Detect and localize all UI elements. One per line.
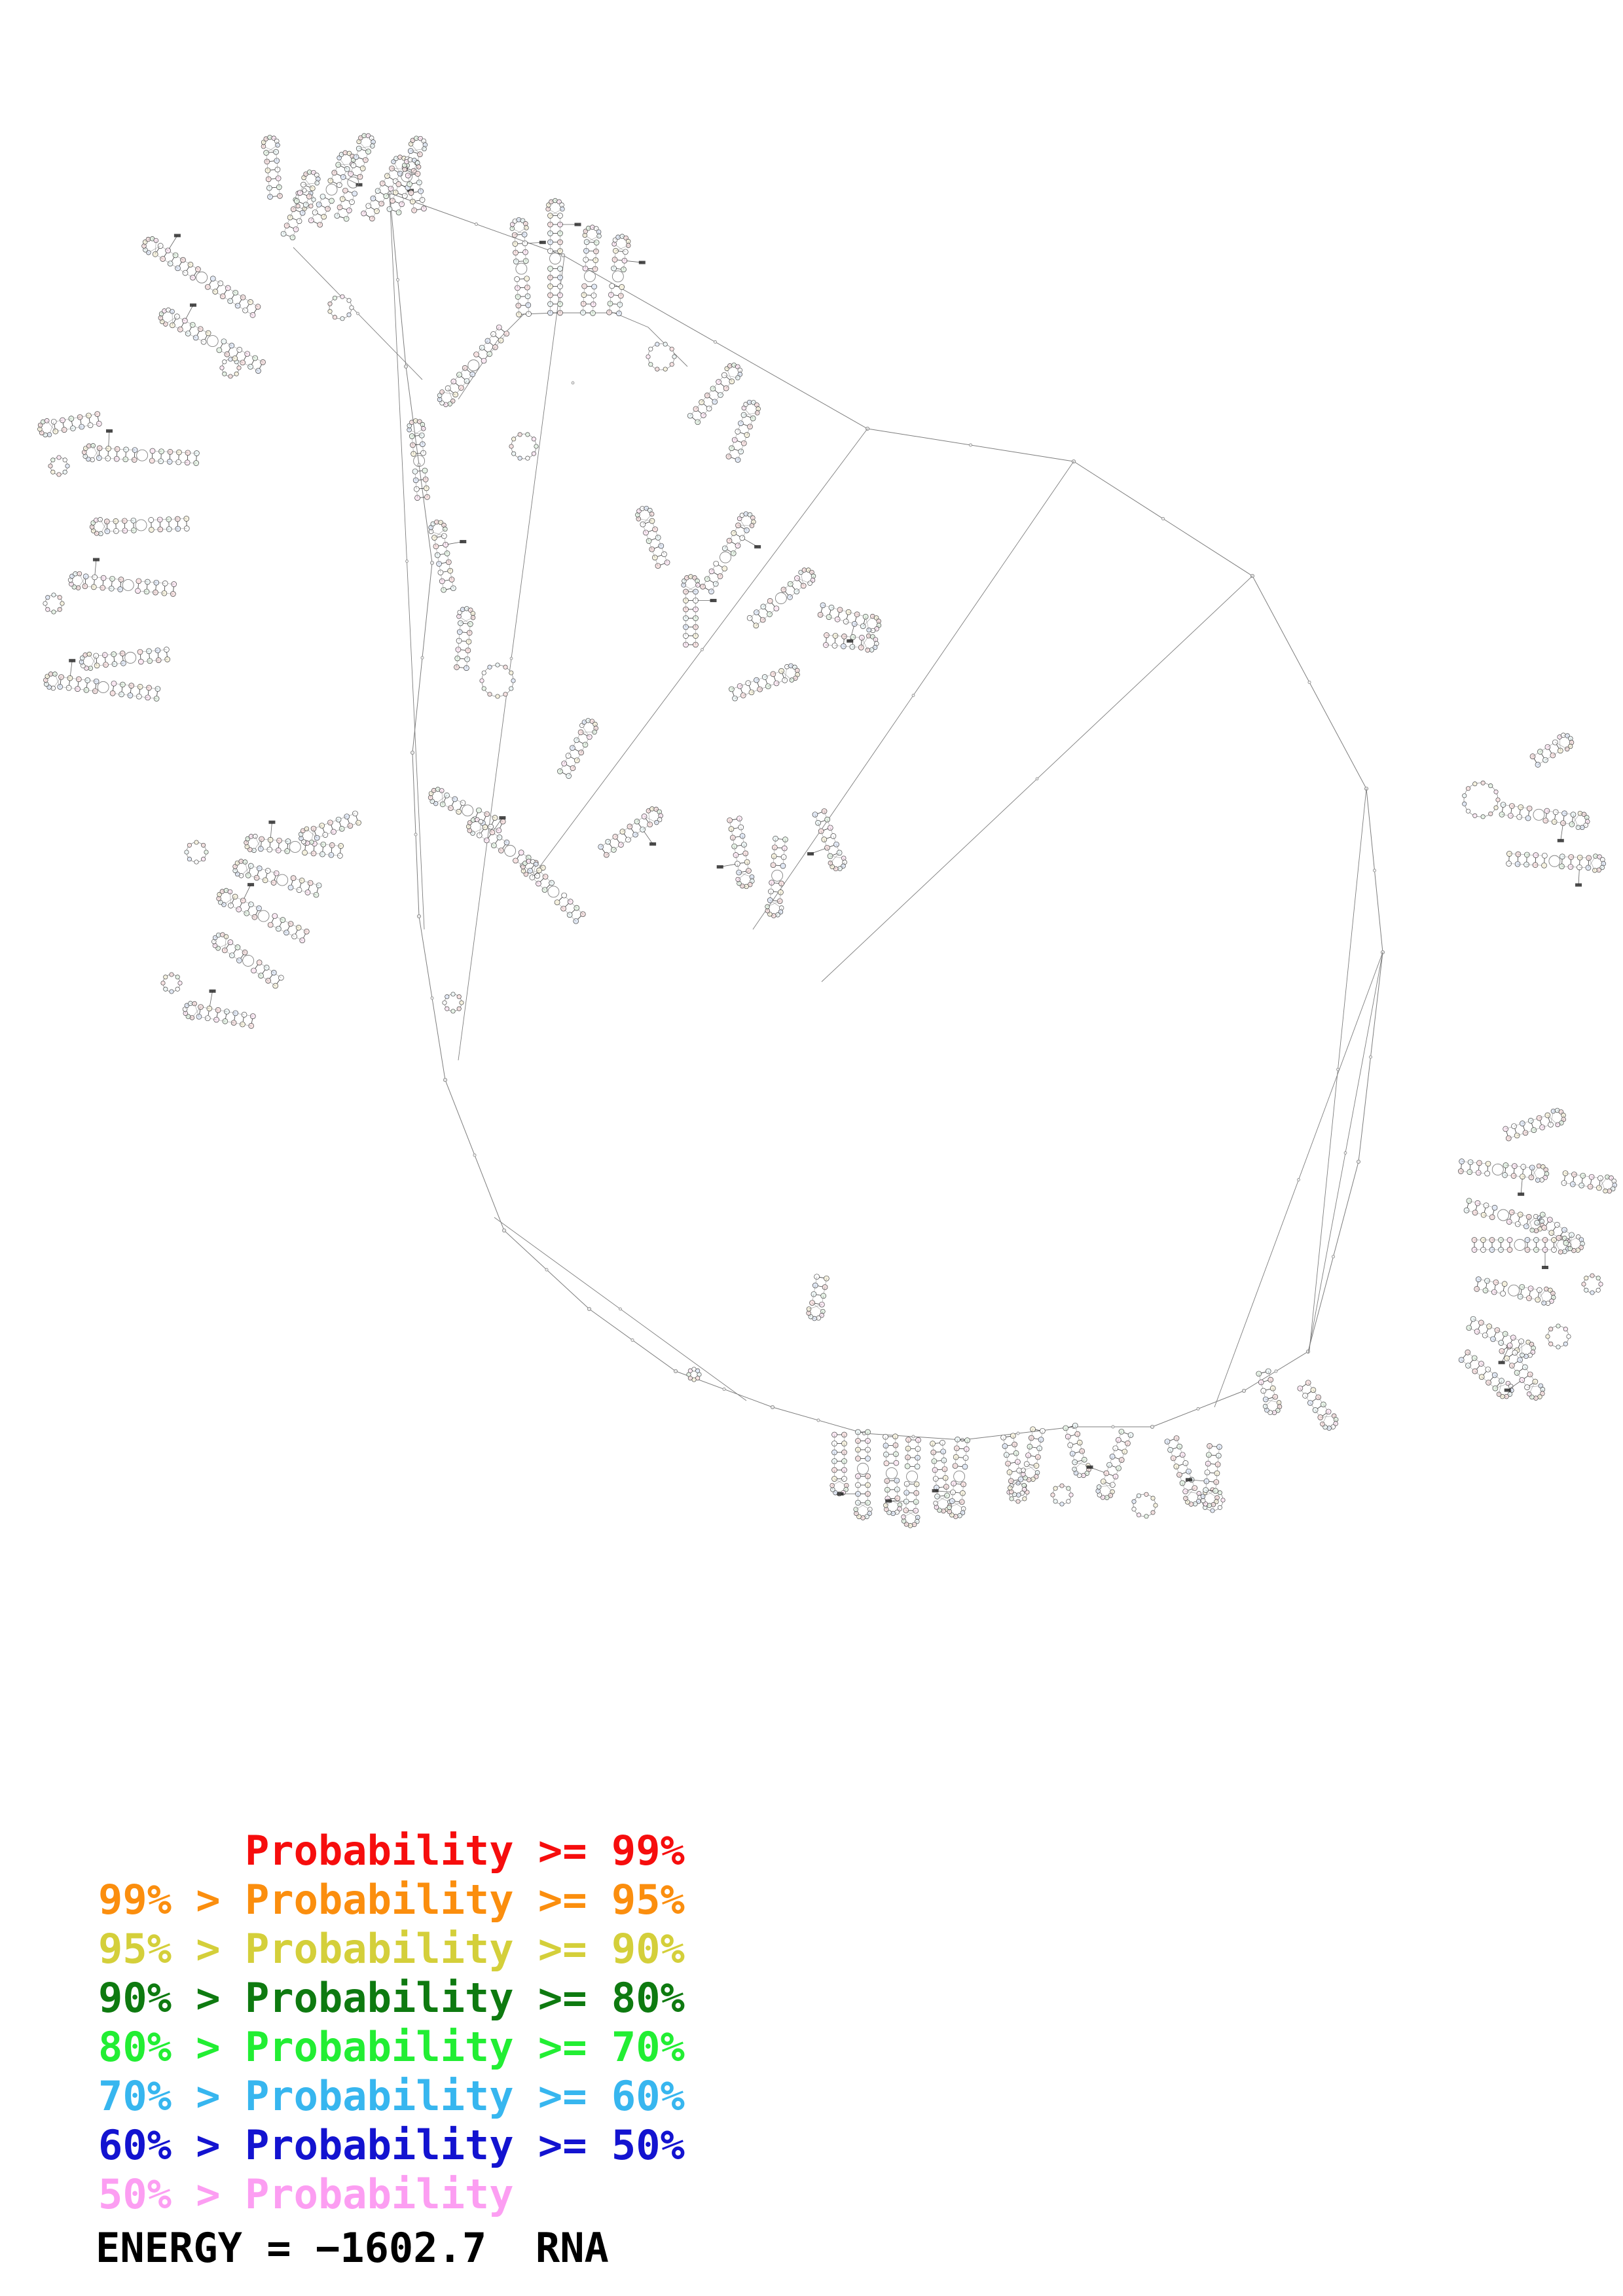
stem-loop — [1086, 1429, 1133, 1499]
stem-loop — [682, 575, 717, 647]
stem-loop — [581, 225, 602, 316]
legend-row-7: 50% > Probability — [98, 2170, 514, 2218]
position-tick-label — [69, 659, 75, 662]
stem-loop — [1472, 1236, 1571, 1269]
energy-label: ENERGY = −1602.7 RNA — [96, 2224, 609, 2272]
stem-loop — [68, 558, 176, 597]
legend-row-3: 90% > Probability >= 80% — [98, 1974, 685, 2022]
stem-loop — [402, 158, 426, 213]
stem-loop — [765, 836, 788, 918]
stem-loop — [1458, 1159, 1549, 1196]
stem-loop — [930, 1440, 953, 1513]
stem-loop — [79, 647, 170, 671]
stem-loop — [729, 664, 799, 701]
position-tick-label — [210, 990, 216, 993]
position-tick-label — [539, 241, 546, 244]
position-tick-label — [717, 865, 723, 869]
legend-row-2: 95% > Probability >= 90% — [98, 1925, 685, 1973]
stem-loop — [830, 1432, 848, 1496]
stem-loop — [1506, 852, 1606, 887]
position-tick-label — [1558, 839, 1564, 842]
stem-loop — [1063, 1423, 1091, 1478]
stem-loop — [261, 135, 282, 199]
stem-loop — [510, 217, 546, 317]
main-loop-outline — [388, 191, 1384, 1441]
stem-loop — [1474, 1277, 1556, 1306]
stem-loop — [158, 304, 266, 374]
stem-loop — [1186, 1443, 1222, 1507]
stem-loop — [701, 512, 761, 594]
position-tick-label — [1575, 884, 1582, 887]
probability-legend — [98, 1826, 685, 2219]
stem-loop — [807, 1274, 830, 1321]
position-tick-label — [1499, 1361, 1505, 1364]
stem-loop — [142, 234, 261, 317]
stem-loop — [726, 400, 761, 462]
position-tick-label — [575, 223, 581, 226]
legend-row-1: 99% > Probability >= 95% — [98, 1876, 685, 1924]
stem-loop — [1503, 1108, 1566, 1141]
position-tick-label — [885, 1499, 892, 1503]
position-tick-label — [1518, 1193, 1524, 1196]
stem-loop — [90, 516, 189, 536]
stem-loop — [217, 883, 310, 943]
stem-loop — [211, 933, 283, 988]
position-tick-label — [106, 429, 113, 433]
stem-loop — [244, 821, 344, 859]
position-tick-label — [710, 599, 717, 602]
stem-loop — [807, 808, 847, 870]
position-tick-label — [1086, 1465, 1093, 1469]
stem-loop — [429, 520, 467, 592]
position-tick-label — [499, 816, 505, 819]
legend-row-6: 60% > Probability >= 50% — [98, 2121, 685, 2169]
stem-loop — [1499, 802, 1590, 842]
position-tick-label — [1186, 1478, 1192, 1481]
position-tick-label — [190, 304, 196, 307]
stem-loop — [233, 859, 321, 898]
stem-loop — [454, 606, 475, 670]
stem-loop — [82, 429, 199, 466]
legend-row-0: Probability >= 99% — [98, 1827, 685, 1874]
stem-loop — [1530, 733, 1574, 767]
stem-loop — [883, 1434, 902, 1516]
stem-loop — [1464, 1198, 1544, 1233]
stem-loop — [607, 234, 646, 316]
stem-loop — [747, 568, 816, 628]
position-tick-label — [247, 883, 254, 886]
position-tick-label — [93, 558, 100, 562]
stem-loop — [437, 325, 509, 406]
stem-loop — [1165, 1435, 1202, 1506]
position-tick-label — [649, 842, 656, 846]
position-tick-label — [460, 540, 466, 543]
stem-loop — [557, 718, 598, 778]
legend-row-4: 80% > Probability >= 70% — [98, 2023, 685, 2071]
stem-loop — [687, 363, 742, 424]
stem-loop — [598, 806, 663, 857]
stem-loop — [183, 990, 255, 1029]
position-tick-label — [1504, 1389, 1511, 1392]
position-tick-label — [356, 183, 363, 187]
stem-loop — [1561, 1171, 1617, 1194]
stem-loop — [635, 506, 670, 568]
interior-loops — [43, 188, 1603, 1518]
stem-loops — [37, 134, 1616, 1528]
stem-loop — [299, 811, 361, 846]
position-tick-label — [174, 234, 181, 237]
position-tick-label — [639, 261, 646, 264]
position-tick-label — [807, 852, 814, 855]
position-tick-label — [1542, 1266, 1548, 1269]
position-tick-label — [268, 821, 275, 824]
position-tick-label — [932, 1489, 939, 1492]
stem-loop — [466, 816, 545, 878]
stem-loop — [717, 816, 755, 889]
stem-loop — [37, 412, 101, 437]
position-tick-label — [837, 1492, 844, 1496]
legend-row-5: 70% > Probability >= 60% — [98, 2072, 685, 2120]
position-tick-label — [847, 639, 853, 643]
stem-loop — [1021, 1427, 1045, 1482]
position-tick-label — [754, 545, 761, 548]
stem-loop — [1298, 1380, 1338, 1431]
